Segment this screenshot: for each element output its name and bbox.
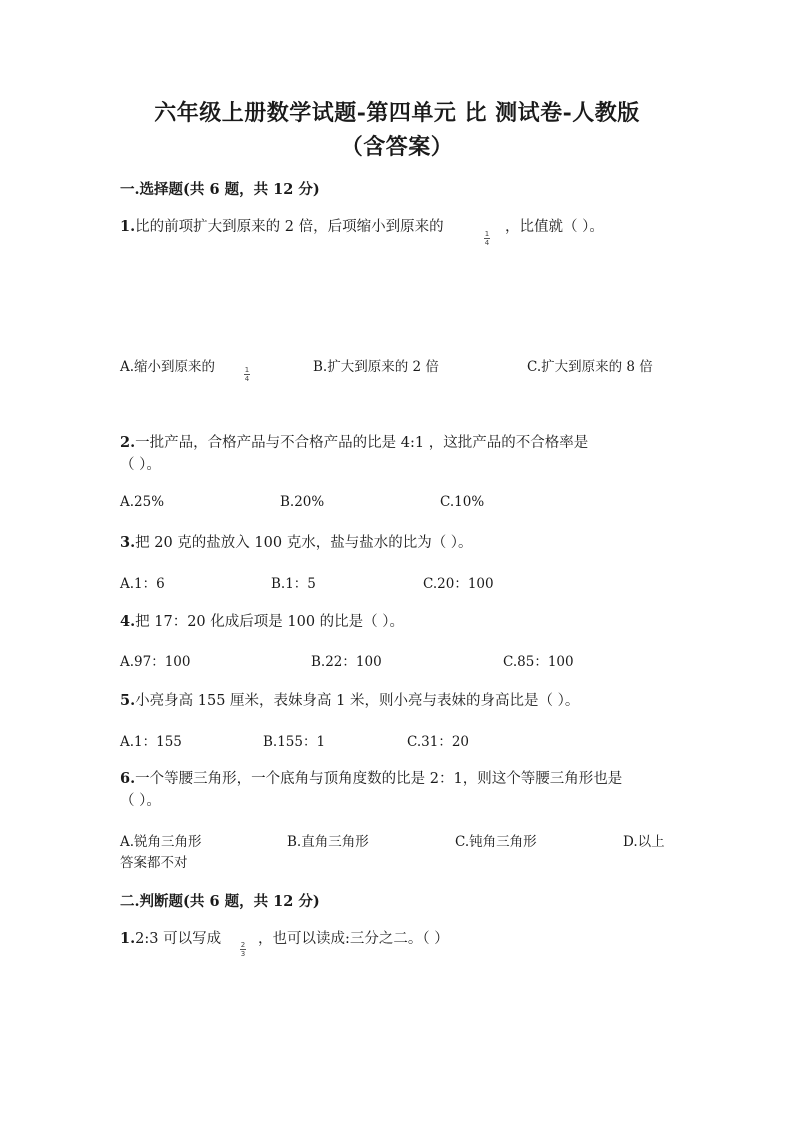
question-text-tail: ，也可以读成:三分之二。（ ） (258, 931, 449, 947)
question-number: 1. (120, 218, 136, 235)
option-a: A.25% (120, 494, 165, 510)
question-text: 比的前项扩大到原来的 2 倍，后项缩小到原来的 (135, 219, 444, 235)
option-b: B.20% (280, 494, 325, 510)
question-1 (120, 216, 444, 238)
option-c: C.钝角三角形 (455, 834, 537, 850)
question-4 (120, 611, 404, 633)
option-c: C.20：100 (423, 576, 494, 592)
question-text: 小亮身高 155 厘米，表妹身高 1 米，则小亮与表妹的身高比是（ ）。 (135, 693, 580, 709)
option-a: A.1：155 (120, 734, 182, 750)
question-number: 2. (120, 434, 136, 451)
option-b: B.22：100 (311, 654, 382, 670)
page-subtitle: （含答案） (340, 134, 454, 160)
option-b: B.直角三角形 (287, 834, 369, 850)
page-title: 六年级上册数学试题-第四单元 比 测试卷-人教版 (154, 100, 640, 126)
fraction-numerator: 2 (240, 941, 246, 949)
fraction-denominator: 4 (484, 239, 490, 247)
fraction (240, 941, 246, 958)
section-heading-choice: 一.选择题(共 6 题，共 12 分) (120, 181, 320, 198)
question-number: 3. (120, 534, 136, 551)
fraction-numerator: 1 (484, 230, 490, 238)
question-number: 4. (120, 613, 136, 630)
question-2 (120, 432, 588, 454)
question-text: 把 20 克的盐放入 100 克水，盐与盐水的比为（ ）。 (135, 535, 473, 551)
question-5 (120, 690, 579, 712)
option-a: A.缩小到原来的 (120, 359, 216, 375)
question-text: 2:3 可以写成 (135, 931, 222, 947)
option-a: A.97：100 (120, 654, 191, 670)
option-b: B.扩大到原来的 2 倍 (313, 359, 439, 375)
fraction (244, 366, 250, 383)
fraction-numerator: 1 (244, 366, 250, 374)
option-c: C.10% (440, 494, 485, 510)
fraction-denominator: 3 (240, 950, 246, 958)
section-heading-judge: 二.判断题(共 6 题，共 12 分) (120, 893, 320, 910)
option-c: C.31：20 (407, 734, 469, 750)
question-text: 一批产品，合格产品与不合格产品的比是 4:1 ，这批产品的不合格率是 (135, 435, 589, 451)
question-text-tail: ，比值就（ ）。 (505, 219, 604, 235)
question-number: 1. (120, 930, 136, 947)
judge-question-1 (120, 928, 221, 950)
option-b: B.155：1 (263, 734, 326, 750)
question-text-line2: （ ）。 (120, 793, 161, 809)
option-a: A.锐角三角形 (120, 834, 202, 850)
option-c: C.85：100 (503, 654, 574, 670)
question-text: 把 17：20 化成后项是 100 的比是（ ）。 (135, 614, 405, 630)
question-6 (120, 768, 622, 790)
option-d: D.以上 (623, 834, 665, 850)
fraction (484, 230, 490, 247)
option-c: C.扩大到原来的 8 倍 (527, 359, 653, 375)
option-b: B.1：5 (271, 576, 316, 592)
option-a: A.1：6 (120, 576, 165, 592)
question-number: 6. (120, 770, 136, 787)
question-number: 5. (120, 692, 136, 709)
question-3 (120, 532, 473, 554)
fraction-denominator: 4 (244, 375, 250, 383)
option-d-continued: 答案都不对 (120, 855, 188, 871)
question-text: 一个等腰三角形，一个底角与顶角度数的比是 2：1，则这个等腰三角形也是 (135, 771, 623, 787)
question-text-line2: （ ）。 (120, 457, 161, 473)
